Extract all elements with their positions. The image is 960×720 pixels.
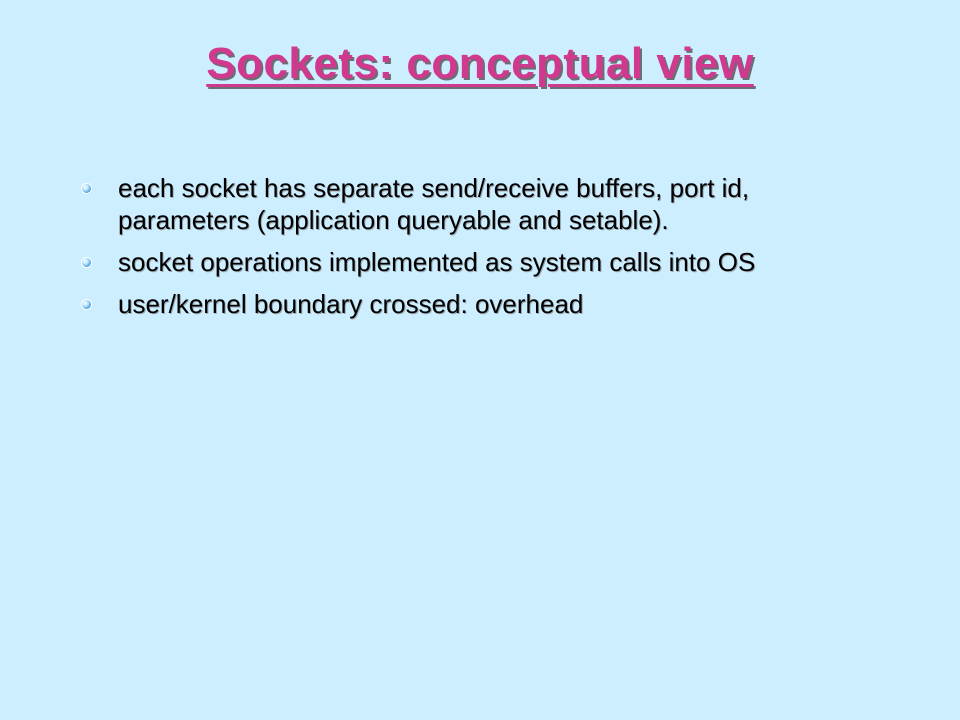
slide-title: Sockets: conceptual view (206, 39, 754, 88)
bullet-item (78, 246, 878, 278)
bullet-list (78, 172, 878, 330)
bullet-dot-icon (82, 300, 91, 309)
bullet-text: each socket has separate send/receive buffers, port id, parameters (application queryable and setable). (118, 173, 750, 235)
bullet-text: user/kernel boundary crossed: overhead (118, 289, 584, 319)
bullet-dot-icon (82, 258, 91, 267)
bullet-item (78, 172, 878, 236)
bullet-text: socket operations implemented as system calls into OS (118, 247, 756, 277)
bullet-item (78, 288, 878, 320)
bullet-dot-icon (82, 184, 91, 193)
